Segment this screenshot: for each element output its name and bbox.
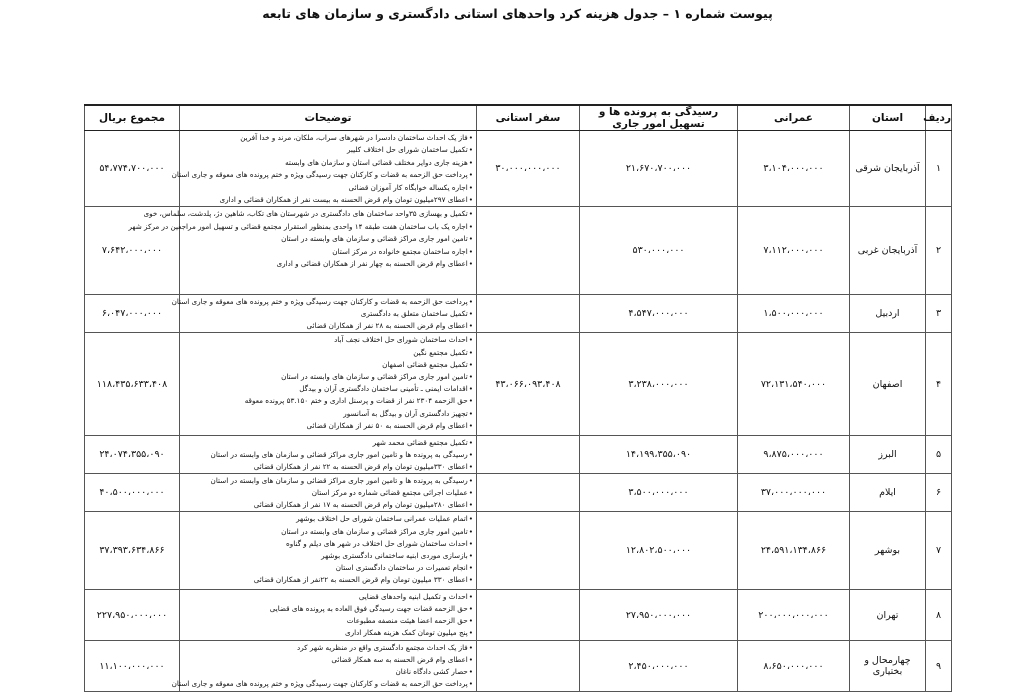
description-item: • تکمیل ساختمان متعلق به دادگستری [180, 308, 473, 320]
cell-current: ۲۷،۹۵۰،۰۰۰،۰۰۰ [580, 590, 738, 641]
cell-travel [477, 641, 580, 692]
description-item: • حصار کشی دادگاه ناغان [180, 666, 473, 678]
header-travel: سفر استانی [477, 105, 580, 131]
description-item: • اعطای وام قرض الحسنه به ۲۸ نفر از همکاران قضائی [180, 320, 473, 332]
description-list [171, 132, 473, 206]
description-list [171, 642, 473, 690]
cell-index: ۸ [926, 590, 952, 641]
cell-province: چهارمحال و بختیاری [850, 641, 926, 692]
cell-travel: ۳۰،۰۰۰،۰۰۰،۰۰۰ [477, 131, 580, 207]
description-item: • پرداخت حق الزحمه به قضات و کارکنان جهت رسیدگی ویژه و ختم پرونده های معوقه و جاری استان [180, 296, 473, 308]
cell-description [180, 512, 477, 590]
description-item: • تکمیل مجتمع قضائی اصفهان [180, 359, 473, 371]
cell-travel [477, 590, 580, 641]
description-list [180, 591, 473, 639]
header-current: رسیدگی به پرونده ها و تسهیل امور جاری [580, 105, 738, 131]
cell-description [171, 641, 477, 692]
table-row [85, 333, 952, 436]
description-item: • اعطای ۳۳۰ میلیون تومان وام قرض الحسنه به ۲۲نفر از همکاران قضائی [180, 574, 473, 586]
cell-construction: ۸،۶۵۰،۰۰۰،۰۰۰ [738, 641, 850, 692]
cell-description [171, 295, 477, 333]
description-list [171, 296, 473, 331]
table-row [85, 512, 952, 590]
description-item: • رسیدگی به پرونده ها و تامین امور جاری مراکز قضائی و سازمان های وابسته در استان [180, 475, 473, 487]
cell-province: ایلام [850, 474, 926, 512]
description-item: • اجاره ساختمان مجتمع خانواده در مرکز استان [180, 246, 473, 258]
table-row [85, 295, 952, 333]
cell-construction: ۷،۱۱۲،۰۰۰،۰۰۰ [738, 207, 850, 295]
description-item: • انجام تعمیرات در ساختمان دادگستری استان [180, 562, 473, 574]
description-item: • هزینه جاری دوایر مختلف قضائی استان و سازمان های وابسته [180, 157, 473, 169]
description-item: • بازسازی موردی ابنیه ساختمانی دادگستری بوشهر [180, 550, 473, 562]
cell-total: ۷،۶۴۲،۰۰۰،۰۰۰ [85, 207, 180, 295]
description-item: • تامین امور جاری مراکز قضائی و سازمان های وابسته در استان [180, 371, 473, 383]
cell-construction: ۳۷،۰۰۰،۰۰۰،۰۰۰ [738, 474, 850, 512]
cell-construction: ۲۴،۵۹۱،۱۳۴،۸۶۶ [738, 512, 850, 590]
cell-index: ۱ [926, 131, 952, 207]
cell-construction: ۱،۵۰۰،۰۰۰،۰۰۰ [738, 295, 850, 333]
cell-total: ۵۴،۷۷۴،۷۰۰،۰۰۰ [85, 131, 180, 207]
header-construction: عمرانی [738, 105, 850, 131]
description-item: • رسیدگی به پرونده ها و تامین امور جاری مراکز قضائی و سازمان های وابسته در استان [180, 449, 473, 461]
expense-table [84, 104, 952, 692]
description-item: • تکمیل ساختمان شورای حل اختلاف کلیبر [180, 144, 473, 156]
cell-total: ۱۱،۱۰۰،۰۰۰،۰۰۰ [85, 641, 180, 692]
cell-province: بوشهر [850, 512, 926, 590]
description-item: • اجاره یکساله خوابگاه کار آموزان قضائی [180, 182, 473, 194]
description-item: • اقدامات ایمنی ـ تأمینی ساختمان دادگستری آران و بیدگل [180, 383, 473, 395]
cell-description [180, 590, 477, 641]
description-item: • حق الزحمه قضات جهت رسیدگی فوق العاده به پرونده های قضایی [180, 603, 473, 615]
description-item: • اعطای ۳۳۰میلیون تومان وام قرض الحسنه به ۲۲ نفر از همکاران قضائی [180, 461, 473, 473]
description-list [180, 334, 473, 432]
header-province: استان [850, 105, 926, 131]
cell-total: ۳۷،۳۹۳،۶۳۴،۸۶۶ [85, 512, 180, 590]
description-item: • احداث ساختمان شورای حل اختلاف نجف آباد [180, 334, 473, 346]
description-item: • احداث و تکمیل ابنیه واحدهای قضایی [180, 591, 473, 603]
description-item: • تکمیل مجتمع نگین [180, 347, 473, 359]
description-item: • پرداخت حق الزحمه به قضات و کارکنان جهت رسیدگی ویژه و ختم پرونده های معوقه و جاری استان [180, 169, 473, 181]
cell-current: ۵۳۰،۰۰۰،۰۰۰ [580, 207, 738, 295]
table-row [85, 131, 952, 207]
cell-total: ۲۲۷،۹۵۰،۰۰۰،۰۰۰ [85, 590, 180, 641]
description-item: • احداث ساختمان شورای حل اختلاف در شهر های دیلم و گناوه [180, 538, 473, 550]
description-item: • تکمیل مجتمع قضائی محمد شهر [180, 437, 473, 449]
cell-current: ۲۱،۶۷۰،۷۰۰،۰۰۰ [580, 131, 738, 207]
cell-current: ۳،۵۰۰،۰۰۰،۰۰۰ [580, 474, 738, 512]
cell-description [171, 131, 477, 207]
cell-total: ۱۱۸،۴۳۵،۶۳۳،۴۰۸ [85, 333, 180, 436]
cell-total: ۴۰،۵۰۰،۰۰۰،۰۰۰ [85, 474, 180, 512]
cell-description [180, 333, 477, 436]
cell-province: البرز [850, 436, 926, 474]
cell-description [180, 436, 477, 474]
description-item: • اعطای وام قرض الحسنه به چهار نفر از همکاران قضائی و اداری [180, 258, 473, 270]
cell-travel [477, 512, 580, 590]
cell-index: ۶ [926, 474, 952, 512]
description-list [180, 437, 473, 472]
cell-index: ۴ [926, 333, 952, 436]
description-item: • فاز یک احداث مجتمع دادگستری واقع در منظریه شهر کرد [180, 642, 473, 654]
header-row [85, 105, 952, 131]
cell-travel [477, 474, 580, 512]
description-item: • فاز یک احداث ساختمان دادسرا در شهرهای سراب، ملکان، مرند و خدا آفرین [180, 132, 473, 144]
cell-construction: ۷۲،۱۳۱،۵۴۰،۰۰۰ [738, 333, 850, 436]
description-item: • اعطای ۲۹۷میلیون تومان وام قرض الحسنه به بیست نفر از همکاران قضائی و اداری [180, 194, 473, 206]
description-item: • اعطای ۲۸۰میلیون تومان وام قرض الحسنه به ۱۷ نفر از همکاران قضائی [180, 499, 473, 511]
cell-construction: ۲۰۰،۰۰۰،۰۰۰،۰۰۰ [738, 590, 850, 641]
header-description: توضیحات [180, 105, 477, 131]
description-item: • تکمیل و بهسازی ۳۵واحد ساختمان های دادگستری در شهرستان های تکاب، شاهین دژ، پلدشت، سلماس، خوی [180, 208, 473, 220]
cell-travel [477, 436, 580, 474]
description-item: • تامین امور جاری مراکز قضائی و سازمان های وابسته در استان [180, 233, 473, 245]
cell-travel [477, 207, 580, 295]
cell-province: آذربایجان شرقی [850, 131, 926, 207]
table-row [85, 641, 952, 692]
document-title: پیوست شماره ۱ – جدول هزینه کرد واحدهای استانی دادگستری و سازمان های تابعه [262, 6, 773, 21]
description-item: • حق الزحمه ۲۳۰۴ نفر از قضات و پرسنل اداری و ختم ۵۳.۱۵۰ پرونده معوقه [180, 395, 473, 407]
description-item: • اعطای وام قرض الحسنه به ۵۰ نفر از همکاران قضائی [180, 420, 473, 432]
header-index: ردیف [926, 105, 952, 131]
cell-current: ۲،۴۵۰،۰۰۰،۰۰۰ [580, 641, 738, 692]
description-item: • حق الزحمه اعضا هیئت منصفه مطبوعات [180, 615, 473, 627]
cell-index: ۷ [926, 512, 952, 590]
cell-index: ۵ [926, 436, 952, 474]
description-item: • پنج میلیون تومان کمک هزینه همکار اداری [180, 627, 473, 639]
table-row [85, 436, 952, 474]
description-list [180, 475, 473, 510]
description-list [180, 513, 473, 586]
cell-province: اردبیل [850, 295, 926, 333]
cell-province: آذربایجان غربی [850, 207, 926, 295]
cell-current: ۱۴،۱۹۹،۳۵۵،۰۹۰ [580, 436, 738, 474]
cell-total: ۲۴،۰۷۴،۳۵۵،۰۹۰ [85, 436, 180, 474]
table-row [85, 474, 952, 512]
table-row [85, 207, 952, 295]
description-item: • اعطای وام قرض الحسنه به سه همکار قضائی [180, 654, 473, 666]
cell-travel: ۴۳،۰۶۶،۰۹۳،۴۰۸ [477, 333, 580, 436]
cell-province: اصفهان [850, 333, 926, 436]
cell-current: ۱۲،۸۰۲،۵۰۰،۰۰۰ [580, 512, 738, 590]
cell-description [180, 474, 477, 512]
cell-index: ۲ [926, 207, 952, 295]
description-item: • پرداخت حق الزحمه به قضات و کارکنان جهت رسیدگی ویژه و ختم پرونده های معوقه و جاری استان [180, 678, 473, 690]
cell-current: ۳،۲۳۸،۰۰۰،۰۰۰ [580, 333, 738, 436]
cell-province: تهران [850, 590, 926, 641]
header-total: مجموع بریال [85, 105, 180, 131]
description-item: • اتمام عملیات عمرانی ساختمان شورای حل اختلاف بوشهر [180, 513, 473, 525]
description-item: • عملیات اجرائی مجتمع قضائی شماره دو مرکز استان [180, 487, 473, 499]
table-row [85, 590, 952, 641]
cell-current: ۴،۵۴۷،۰۰۰،۰۰۰ [580, 295, 738, 333]
cell-travel [477, 295, 580, 333]
cell-construction: ۹،۸۷۵،۰۰۰،۰۰۰ [738, 436, 850, 474]
description-item: • اجاره یک باب ساختمان هفت طبقه ۱۴ واحدی بمنظور استقرار مجتمع قضائی و تسهیل امور مراجعین در مرکز شهر [180, 221, 473, 233]
description-item: • تجهیز دادگستری آران و بیدگل به آسانسور [180, 408, 473, 420]
cell-total: ۶،۰۴۷،۰۰۰،۰۰۰ [85, 295, 180, 333]
cell-index: ۹ [926, 641, 952, 692]
cell-index: ۳ [926, 295, 952, 333]
description-item: • تامین امور جاری مراکز قضائی و سازمان های وابسته در استان [180, 526, 473, 538]
cell-construction: ۳،۱۰۴،۰۰۰،۰۰۰ [738, 131, 850, 207]
